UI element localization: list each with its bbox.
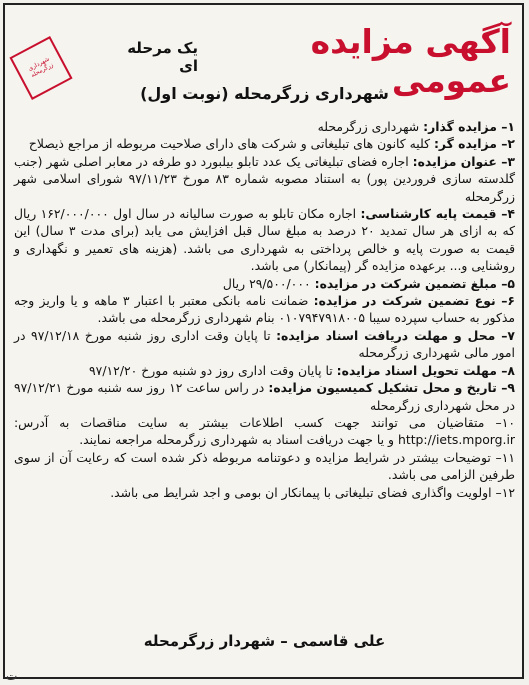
clause-3 — [14, 153, 515, 205]
clause-8 — [14, 362, 515, 379]
clause-text: کلیه کانون های تبلیغاتی و شرکت های دارای صلاحیت مربوطه از مراجع ذیصلاح — [28, 136, 434, 152]
clause-7 — [14, 327, 515, 362]
clause-2 — [14, 135, 515, 152]
clause-11 — [14, 449, 515, 484]
clause-text: ۱۰– متقاضیان می توانند جهت کسب اطلاعات بیشتر به سایت مناقصات به آدرس: — [14, 414, 515, 430]
clause-text: در راس ساعت ۱۲ روز سه شنبه مورخ ۹۷/۱۲/۲۱ در محل شهرداری زرگرمحله — [14, 380, 515, 413]
clause-5 — [14, 275, 515, 292]
signature: علی قاسمی – شهردار زرگرمحله — [143, 632, 386, 650]
title-suffix: یک مرحله ای — [127, 39, 199, 75]
clause-text: اجاره مکان تابلو به صورت سالیانه در سال اول ۱۶۲/۰۰۰/۰۰۰ ریال که به ازای هر سال تمدید ۲۰ درصد به مبلغ سال قبل افزایش می یابد (برای مدت ۳ سال) این قیمت به صورت پایه و خالص پرداختی به شهرداری می باشد. (هزینه های تعمیر و نگهداری و روشنایی و... برعهده مزایده گر (پیمانکار) می باشد. — [14, 206, 515, 274]
clause-text: ۱۱– توضیحات بیشتر در شرایط مزایده و دعوتنامه مربوطه ذکر شده است که رعایت آن از سوی طرفین الزامی می باشد. — [14, 449, 515, 483]
clause-text: ۱۲– اولویت واگذاری فضای تبلیغاتی با پیمانکار ان بومی و اجد شرایط می باشد. — [110, 484, 515, 500]
clause-12 — [14, 484, 515, 501]
clause-4 — [14, 205, 515, 275]
title-main: آگهی مزایده عمومی — [310, 22, 511, 100]
clause-text: شهرداری زرگرمحله — [317, 119, 424, 134]
clause-label: ۸– مهلت تحویل اسناد مزایده: — [336, 362, 515, 378]
clause-10 — [14, 414, 515, 449]
ad-body — [14, 118, 515, 501]
tender-site-link[interactable]: http://iets.mporg.ir — [397, 432, 515, 448]
clause-label: ۷– محل و مهلت دریافت اسناد مزایده: — [276, 327, 515, 343]
clause-text: ضمانت نامه بانکی معتبر با اعتبار ۳ ماهه و یا واریز وجه مذکور به حساب سپرده سیبا ۰۱۰۷۹۴۷۹۱۸۰۰۵ بنام شهرداری زرگرمحله می باشد. — [14, 293, 515, 326]
clause-9 — [14, 379, 515, 414]
clause-label: ۴– قیمت پایه کارشناسی: — [360, 206, 515, 222]
clause-label: ۵– مبلغ تضمین شرکت در مزایده: — [314, 275, 515, 291]
clause-text: تا پایان وقت اداری روز شنبه مورخ ۹۷/۱۲/۱۸ در امور مالی شهرداری زرگرمحله — [14, 327, 515, 361]
logo-text: شهرداری زرگرمحله — [27, 55, 55, 79]
clause-text-after: و یا جهت دریافت اسناد به شهرداری زرگرمحله مراجعه نمایند. — [79, 432, 398, 448]
clause-label: ۳– عنوان مزایده: — [412, 153, 515, 169]
clause-label: ۱– مزایده گذار: — [423, 119, 515, 134]
clause-label: ۲– مزایده گر: — [433, 136, 515, 152]
clause-1 — [14, 118, 515, 135]
corner-mark: ت — [6, 669, 18, 683]
clause-6 — [14, 292, 515, 327]
clause-text: تا پایان وقت اداری روز دو شنبه مورخ ۹۷/۱۲/۲۰ — [89, 362, 337, 378]
clause-label: ۶– نوع تضمین شرکت در مزایده: — [313, 293, 515, 309]
clause-text: اجاره فضای تبلیغاتی یک عدد تابلو بیلبورد دو طرفه در معابر اصلی شهر (جنب گلدسته سازی فروردین پور) به استناد مصوبه شماره ۸۳ مورخ ۹۷/۱۱/۲۳ شورای اسلامی شهر زرگرمحله — [14, 153, 515, 204]
clause-label: ۹– تاریخ و محل تشکیل کمیسیون مزایده: — [268, 380, 515, 396]
clause-text: ۲۹/۵۰۰/۰۰۰ ریال — [222, 275, 315, 291]
ad-subtitle: شهرداری زرگرمحله (نوبت اول) — [140, 84, 389, 103]
